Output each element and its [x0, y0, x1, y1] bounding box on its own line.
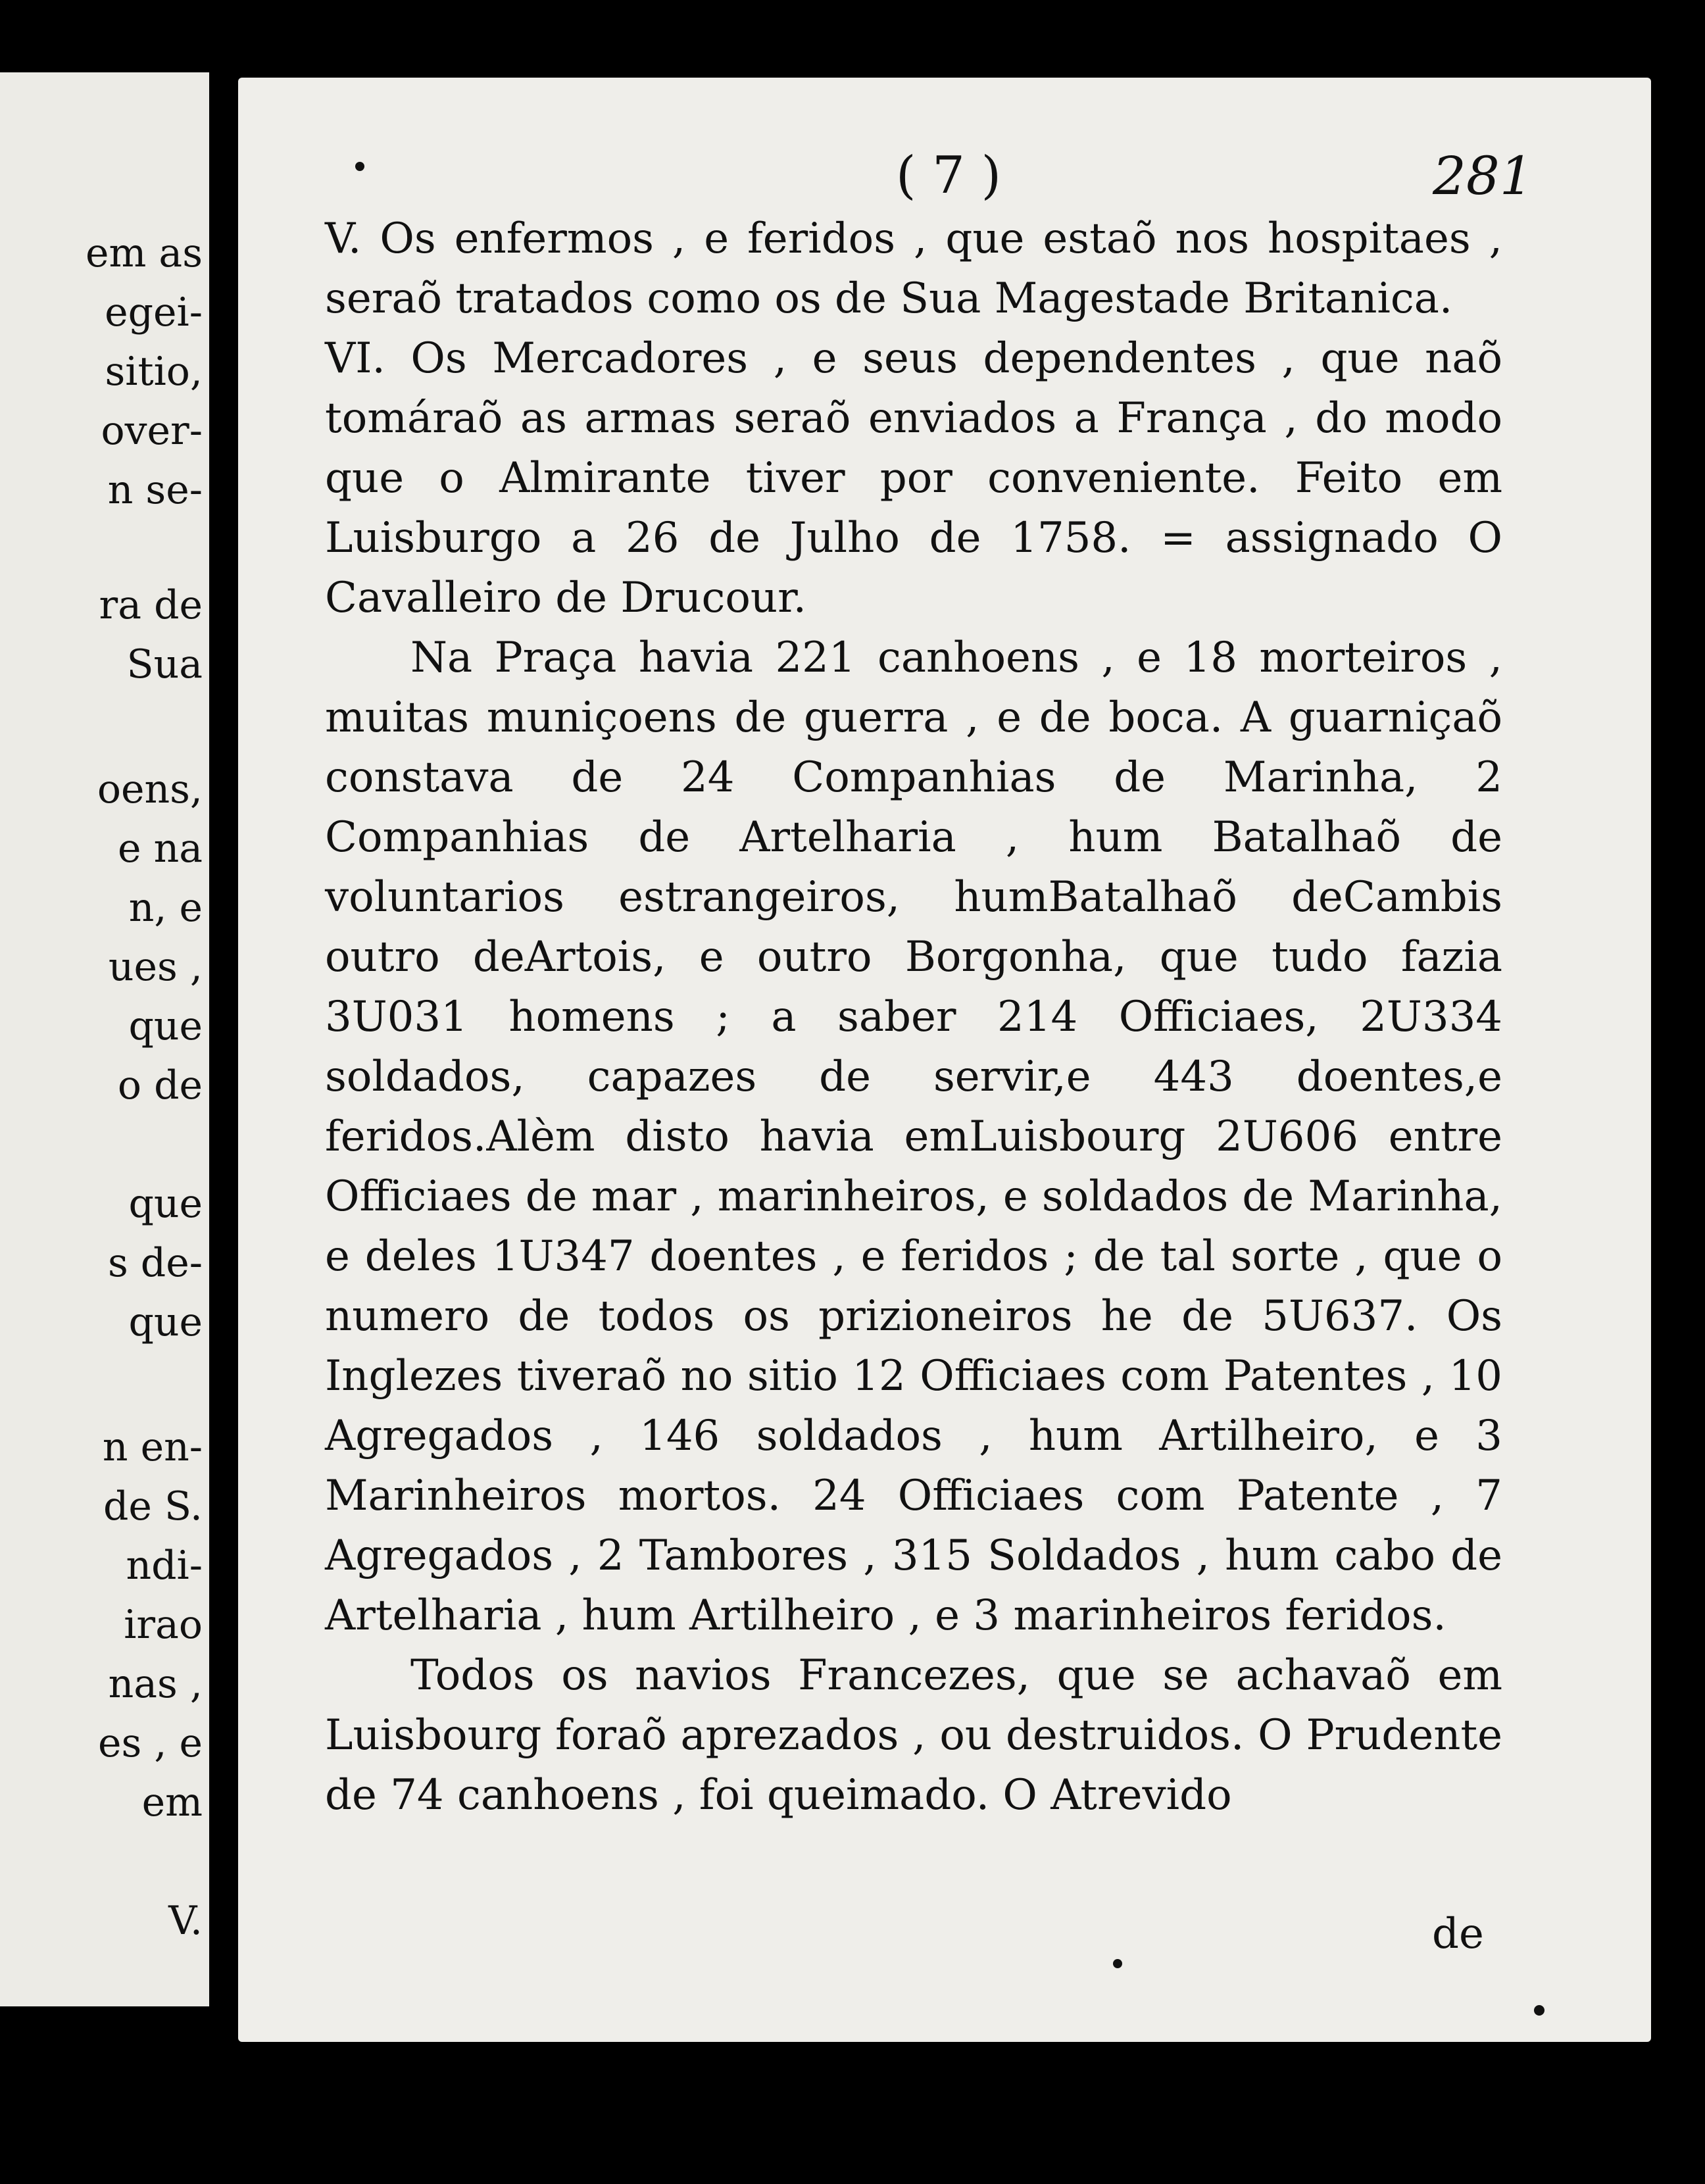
left-page-line: over-: [101, 408, 203, 454]
main-page: [238, 78, 1651, 2042]
left-page-line: que: [128, 1299, 203, 1345]
ink-speck: [1534, 2005, 1544, 2016]
facing-page-fragment: [0, 72, 209, 2006]
left-page-line: e na: [118, 826, 203, 872]
left-page-line: n se-: [107, 467, 203, 513]
left-page-line: que: [128, 1003, 203, 1049]
left-page-line: s de-: [107, 1240, 203, 1286]
left-page-line: ra de: [99, 582, 203, 628]
body-text: [325, 209, 1502, 1825]
left-page-line: Sua: [126, 641, 203, 687]
paragraph-ships: Todos os navios Francezes, que se achavaõ em Luisbourg foraõ aprezados , ou destruidos. O Prudente de 74 canhoens , foi queimado. O Atrevido: [325, 1651, 1502, 1820]
left-page-line: n en-: [102, 1424, 203, 1470]
left-page-line: oens,: [97, 766, 203, 812]
left-page-line: sitio,: [105, 349, 203, 395]
catchword: de: [1432, 1910, 1484, 1958]
left-page-line: irao: [124, 1602, 203, 1648]
left-page-line: o de: [117, 1062, 203, 1108]
folio-number: 281: [1433, 145, 1533, 207]
left-page-line: ndi-: [126, 1543, 203, 1589]
left-page-line: em: [141, 1779, 203, 1825]
paragraph-article-v: V. Os enfermos , e feridos , que estaõ nos hospitaes , seraõ tratados como os de Sua Magestade Britanica.: [325, 214, 1502, 323]
left-page-line: de S.: [103, 1483, 203, 1529]
left-page-line: nas ,: [108, 1661, 203, 1707]
left-page-line: n, e: [128, 885, 203, 931]
ink-speck: [1113, 1959, 1122, 1968]
left-page-line: V.: [168, 1898, 203, 1944]
ink-speck: [355, 162, 364, 171]
left-page-line: es , e: [97, 1720, 203, 1766]
left-page-line: em as: [85, 230, 203, 276]
paragraph-article-vi: VI. Os Mercadores , e seus dependentes , que naõ tomáraõ as armas seraõ enviados a França , do modo que o Almirante tiver por conveniente. Feito em Luisburgo a 26 de Julho de 1758. = assignado O Cavalleiro de Drucour.: [325, 334, 1502, 622]
page-header: [238, 145, 1651, 209]
left-page-line: que: [128, 1181, 203, 1227]
paragraph-garrison: Na Praça havia 221 canhoens , e 18 morteiros , muitas muniçoens de guerra , e de boca. A guarniçaõ constava de 24 Companhias de Marinha, 2 Companhias de Artelharia , hum Batalhaõ de voluntarios estrangeiros, humBatalhaõ deCambis outro deArtois, e outro Borgonha, que tudo fazia 3U031 homens ; a saber 214 Officiaes, 2U334 soldados, capazes de servir,e 443 doentes,e feridos.Alèm disto havia emLuisbourg 2U606 entre Officiaes de mar , marinheiros, e soldados de Marinha, e deles 1U347 doentes , e feridos ; de tal sorte , que o numero de todos os prizioneiros he de 5U637. Os Inglezes tiveraõ no sitio 12 Officiaes com Patentes , 10 Agregados , 146 soldados , hum Artilheiro, e 3 Marinheiros mortos. 24 Officiaes com Patente , 7 Agregados , 2 Tambores , 315 Soldados , hum cabo de Artelharia , hum Artilheiro , e 3 marinheiros feridos.: [325, 633, 1502, 1640]
page-marker: ( 7 ): [896, 146, 1002, 205]
left-page-line: ues ,: [108, 944, 203, 990]
left-page-line: egei-: [105, 289, 203, 335]
